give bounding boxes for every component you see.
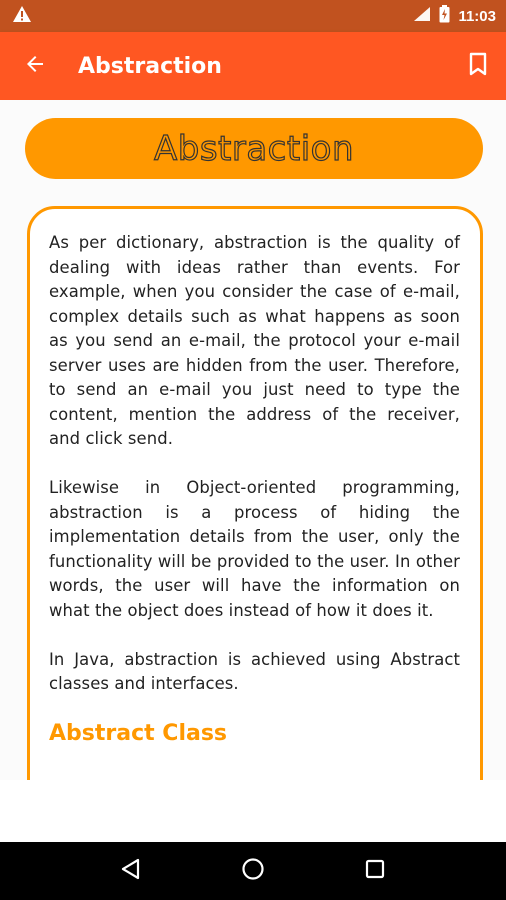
warning-icon (12, 5, 32, 27)
status-time: 11:03 (458, 7, 496, 25)
bottom-spacer (0, 780, 506, 842)
arrow-left-icon (23, 52, 47, 80)
home-circle-icon (241, 857, 265, 885)
status-bar (0, 0, 506, 32)
topic-heading-banner (25, 118, 483, 179)
content-card (27, 206, 483, 780)
status-icons (413, 5, 496, 27)
bookmark-button[interactable] (450, 32, 506, 100)
topic-heading: Abstraction (153, 128, 355, 169)
nav-back-button[interactable] (101, 842, 161, 900)
battery-icon (439, 5, 450, 27)
bookmark-icon (468, 52, 488, 80)
section-heading: Abstract Class (49, 721, 228, 746)
nav-home-button[interactable] (223, 842, 283, 900)
paragraph: Likewise in Object-oriented programming, abstraction is a process of hiding the implementation details from the user, only the functionality will be provided to the user. In other words, the user will have the information on what the object does instead of how it does it. (49, 478, 460, 620)
system-nav-bar (0, 842, 506, 900)
back-triangle-icon (120, 858, 142, 884)
recents-square-icon (364, 858, 386, 884)
signal-icon (413, 6, 431, 26)
app-title: Abstraction (78, 53, 222, 79)
paragraph: In Java, abstraction is achieved using Abstract classes and interfaces. (49, 649, 460, 693)
scroll-content[interactable] (0, 100, 506, 780)
app-bar (0, 32, 506, 100)
nav-recents-button[interactable] (345, 842, 405, 900)
back-button[interactable] (0, 32, 70, 100)
paragraph: As per dictionary, abstraction is the quality of dealing with ideas rather than events. For example, when you consider the case of e-mail, complex details such as what happens as soon as you send an e-mail, the protocol your e-mail server uses are hidden from the user. Therefore, to send an e-mail you just need to type the content, mention the address of the receiver, and click send. (49, 233, 460, 448)
